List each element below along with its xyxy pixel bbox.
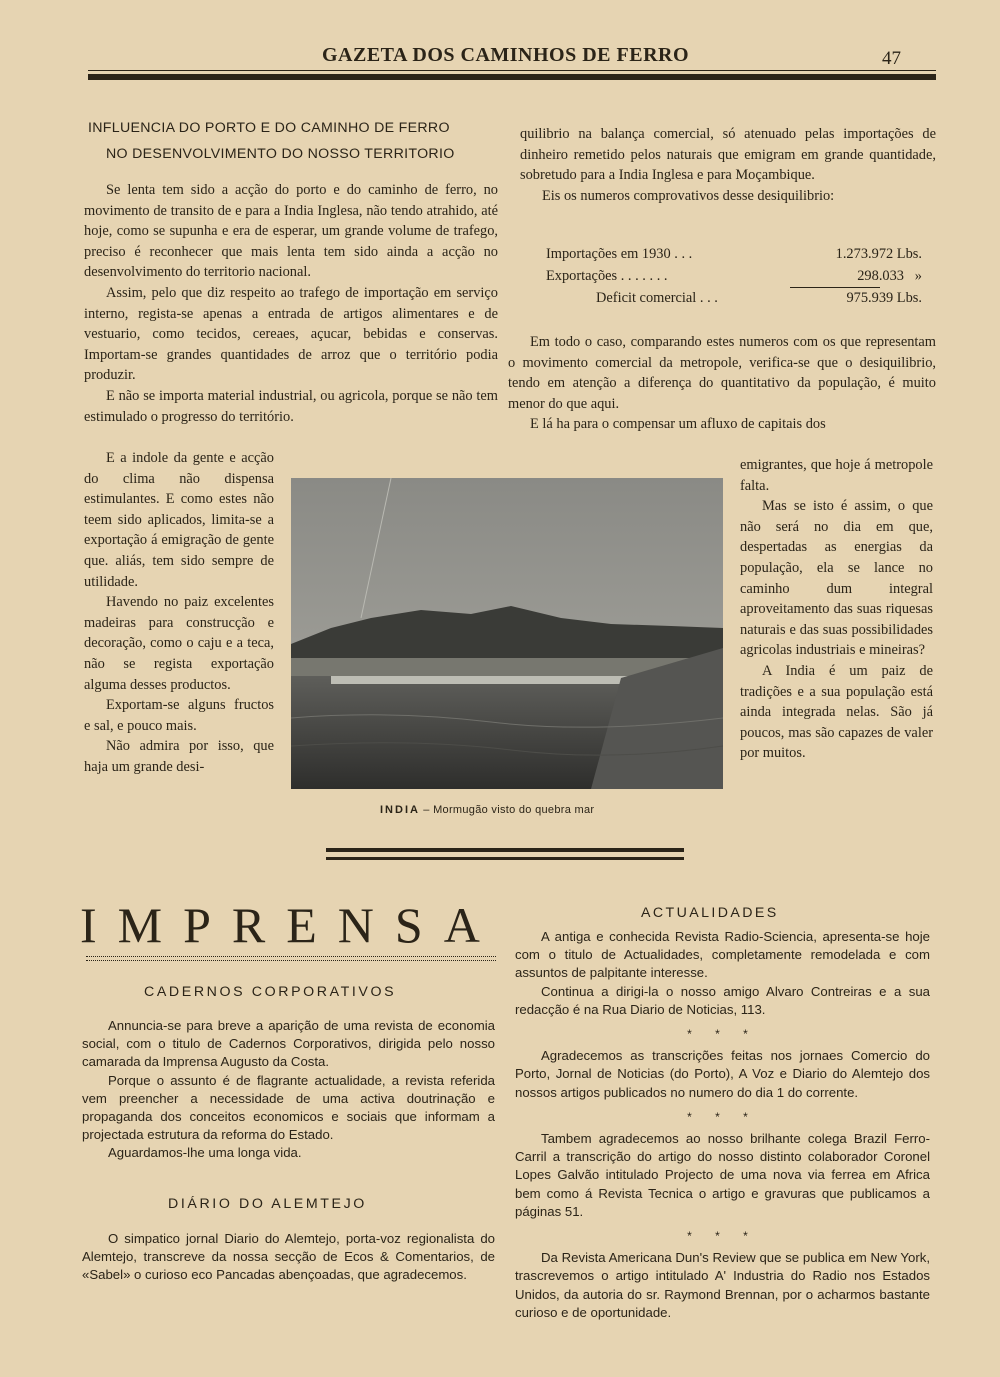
photo-caption-text: – Mormugão visto do quebra mar xyxy=(419,804,595,816)
article-paragraph: Havendo no paiz excelentes madeiras para construcção e decoração, como o caju e a teca, não se regista exportação alguma desses productos. xyxy=(84,594,274,693)
news-paragraph: Porque o assunto é de flagrante actualidade, a revista referida vem preencher a necessidade de uma activa doutrinação e propaganda dos conceitos economicos e sociais que informam a projectada estrutura da reforma do Estado. xyxy=(82,1072,495,1143)
running-header-title: GAZETA DOS CAMINHOS DE FERRO xyxy=(322,44,690,66)
section-separator-thick xyxy=(326,857,684,860)
news-paragraph: Continua a dirigi-la o nosso amigo Alvaro Contreiras e a sua redacção é na Rua Diario de Noticias, 113. xyxy=(515,983,930,1017)
article-heading-line1: INFLUENCIA DO PORTO E DO CAMINHO DE FERRO xyxy=(88,120,450,136)
article-paragraph: Se lenta tem sido a acção do porto e do caminho de ferro, no movimento de transito de e para a India Inglesa, não tendo atrahido, até hoje, como se supunha e era de esperar, um grande volume de trafego, preciso é reconhecer que mais lenta tem sido ainda a acção no desenvolvimento do territorio nacional. xyxy=(84,182,498,281)
header-rule-thin xyxy=(88,70,936,71)
article-paragraph: quilibrio na balança comercial, só atenuado pelas importações de dinheiro remetido pelos naturais que emigram em grande quantidade, sobretudo para a India Inglesa e para Moçambique. xyxy=(520,126,936,184)
page-number: 47 xyxy=(882,48,901,69)
news-paragraph: Da Revista Americana Dun's Review que se publica em New York, trascrevemos o artigo intitulado A' Industria do Radio nos Estados Unidos, da autoria do sr. Raymond Brennan, por o acharmos bastante curioso e de oportunidade. xyxy=(515,1250,930,1320)
article-paragraph: emigrantes, que hoje á metropole falta. xyxy=(740,457,933,494)
article-paragraph: Eis os numeros comprovativos desse desiquilibrio: xyxy=(542,187,835,204)
diario-heading: DIÁRIO DO ALEMTEJO xyxy=(168,1196,367,1212)
table-label: Deficit comercial . . . xyxy=(596,290,718,306)
article-paragraph: E não se importa material industrial, ou agricola, porque se não tem estimulado o progresso do território. xyxy=(84,387,498,425)
harbour-photo-illustration xyxy=(291,478,723,789)
article-paragraph: E lá ha para o compensar um afluxo de capitais dos xyxy=(530,416,826,433)
actualidades-heading: ACTUALIDADES xyxy=(641,905,779,921)
diario-body xyxy=(82,1230,495,1285)
news-paragraph: Agradecemos as transcrições feitas nos jornaes Comercio do Porto, Jornal de Noticias (do Porto), A Voz e Diario do Alemtejo dos nossos artigos publicados no numero do dia 1 do corrente. xyxy=(515,1048,930,1100)
photo-caption-place: INDIA xyxy=(380,804,420,816)
article-paragraph: E a indole da gente e acção do clima não dispensa estimulantes. E como estes não teem sido aplicados, limita-se a exportação á emigração de gente que. aliás, tem sido sempre de utilidade. xyxy=(84,450,274,590)
table-row xyxy=(546,266,922,288)
article-paragraph: Exportam-se alguns fructos e sal, e pouco mais. xyxy=(84,697,274,734)
article-left-column-top xyxy=(84,180,498,427)
section-stars: * * * xyxy=(687,1109,758,1124)
table-label: Importações em 1930 . . . xyxy=(546,246,693,262)
article-right-narrow-column xyxy=(740,455,933,764)
article-right-column-top xyxy=(520,124,936,206)
news-paragraph: A antiga e conhecida Revista Radio-Sciencia, apresenta-se hoje com o titulo de Actualidades, completamente remodelada e com assuntos de palpitante interesse. xyxy=(515,929,930,981)
news-paragraph: Tambem agradecemos ao nosso brilhante colega Brazil Ferro-Carril a transcrição do artigo do nosso distinto colaborador Coronel Lopes Galvão intitulado Projecto de uma nova via ferrea em Africa bem como á Revista Tecnica o artigo e gravuras que publicamos a páginas 51. xyxy=(515,1131,930,1219)
trade-table xyxy=(546,244,922,310)
table-row xyxy=(546,244,922,266)
news-paragraph: O simpatico jornal Diario do Alemtejo, porta-voz regionalista do Alemtejo, transcreve da nossa secção de Ecos & Comentarios, de «Sabel» o curioso eco Pancadas abençoadas, que agradecemos. xyxy=(82,1231,495,1283)
header-rule-thick xyxy=(88,74,936,80)
article-left-narrow-column xyxy=(84,448,274,778)
photo-caption xyxy=(380,804,594,816)
cadernos-body xyxy=(82,1017,495,1163)
section-separator-thick xyxy=(326,848,684,852)
table-label: Exportações . . . . . . . xyxy=(546,267,668,284)
article-paragraph: Mas se isto é assim, o que não será no dia em que, despertadas as energias da população, ela se lance no caminho dum integral aproveitamento das suas riquesas naturais e das suas possibilidades agricolas industriais e mineiras? xyxy=(740,498,933,659)
imprensa-title-underline xyxy=(86,956,496,961)
cadernos-heading: CADERNOS CORPORATIVOS xyxy=(144,984,397,1000)
table-value: 1.273.972 Lbs. xyxy=(835,246,922,262)
actualidades-body xyxy=(515,928,930,1322)
article-paragraph: A India é um paiz de tradições e a sua população está ainda integrada nelas. São já poucos, mas são capazes de valer por muitos. xyxy=(740,662,933,762)
article-paragraph: Não admira por isso, que haja um grande desi- xyxy=(84,738,274,775)
article-paragraph: Em todo o caso, comparando estes numeros com os que representam o movimento comercial da metropole, verifica-se que o desiquilibrio, tendo em atenção a diferença do quantitativo da população, é muito menor do que aqui. xyxy=(508,334,936,412)
section-stars: * * * xyxy=(687,1027,758,1042)
article-heading-line2: NO DESENVOLVIMENTO DO NOSSO TERRITORIO xyxy=(106,146,455,162)
table-row xyxy=(546,288,922,310)
news-paragraph: Aguardamos-lhe uma longa vida. xyxy=(108,1145,302,1161)
news-paragraph: Annuncia-se para breve a aparição de uma revista de economia social, com o titulo de Cadernos Corporativos, dirigida pelo nosso camarada da Imprensa Augusto da Costa. xyxy=(82,1018,495,1070)
section-stars: * * * xyxy=(687,1229,758,1244)
imprensa-title: IMPRENSA xyxy=(80,897,501,953)
article-right-column-mid xyxy=(508,332,936,435)
table-value: 975.939 Lbs. xyxy=(846,290,922,306)
table-value: 298.033 » xyxy=(857,267,922,284)
article-paragraph: Assim, pelo que diz respeito ao trafego de importação em serviço interno, regista-se apenas a entrada de artigos alimentares e de vestuario, como tecidos, cereaes, açucar, bebidas e conservas. Importam-se grandes quantidades de arroz que o território podia produzir. xyxy=(84,284,498,384)
mormugao-photo xyxy=(291,478,723,789)
